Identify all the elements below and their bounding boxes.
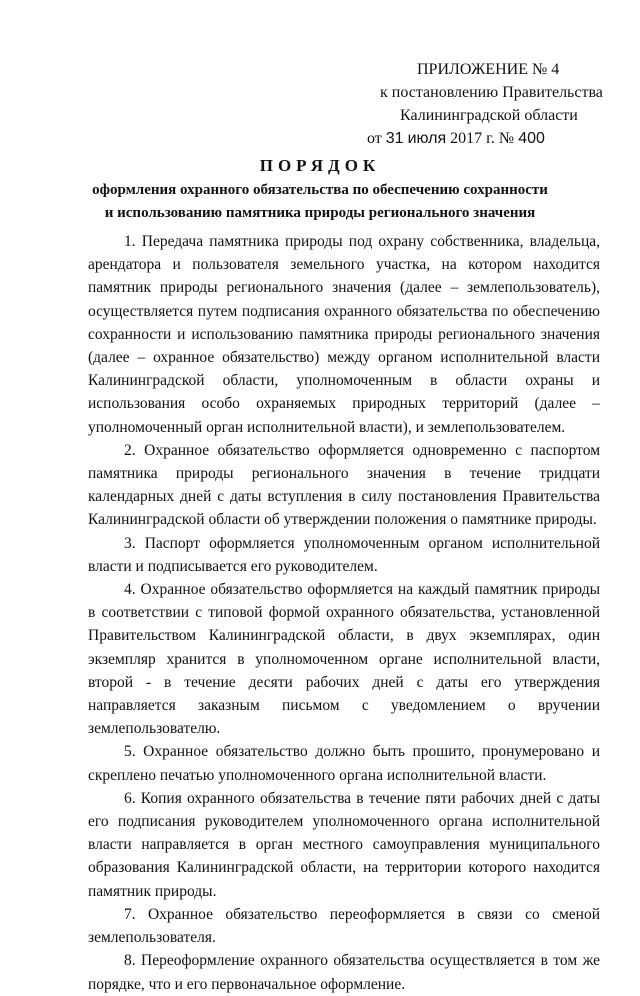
title-block [40,155,600,223]
paragraph-5: 5. Охранное обязательство должно быть прошито, пронумеровано и скреплено печатью уполномоченного органа исполнительной власти. [88,743,600,784]
paragraph-7: 7. Охранное обязательство переоформляется в связи со сменой землепользователя. [88,905,600,947]
date-year: 2017 г. № [450,130,515,147]
paragraph-2: 2. Охранное обязательство оформляется одновременно с паспортом памятника природы регионального значения в течение тридцати календарных дней с даты вступления в силу постановления Правительства Калининградской области об утверждении положения о памятнике природы. [88,441,600,529]
document-subtitle-line-1: оформления охранного обязательства по обеспечению сохранности [92,182,548,198]
appendix-number: ПРИЛОЖЕНИЕ № 4 [417,61,560,78]
appendix-date-line [360,127,620,150]
appendix-ref-line: к постановлению Правительства [380,84,603,101]
paragraph-1: 1. Передача памятника природы под охрану собственника, владельца, арендатора и пользователя земельного участка, на котором находится памятник природы регионального значения (далее – землепользователь), осуществляется путем подписания охранного обязательства по обеспечению сохранности и использованию памятника природы регионального значения (далее – охранное обязательство) между органом исполнительной власти Калининградской области, уполномоченным в области охраны и использования особо охраняемых природных территорий (далее – уполномоченный орган исполнительной власти), и землепользователем. [88,233,600,436]
appendix-region-line: Калининградской области [400,107,578,124]
date-prefix: от [367,130,382,147]
date-day: 31 [385,130,404,147]
paragraph-6: 6. Копия охранного обязательства в течение пяти рабочих дней с даты его подписания руководителем уполномоченного органа исполнительной власти направляется в орган местного самоуправления муниципального образования Калининградской области, на территории которого находится памятник природы. [88,789,600,900]
document-body [88,230,600,996]
paragraph-4: 4. Охранное обязательство оформляется на каждый памятник природы в соответствии с типовой формой охранного обязательства, установленной Правительством Калининградской области, в двух экземплярах, один экземпляр хранится в уполномоченном органе исполнительной власти, второй - в течение десяти рабочих дней с даты его утверждения направляется заказным письмом с уведомлением о вручении землепользователю. [88,581,600,738]
date-month: июля [407,130,447,147]
doc-number: 400 [518,130,545,147]
paragraph-8: 8. Переоформление охранного обязательства осуществляется в том же порядке, что и его первоначальное оформление. [88,952,600,993]
document-title: ПОРЯДОК [259,156,381,175]
document-subtitle-line-2: и использованию памятника природы регионального значения [104,205,536,221]
paragraph-3: 3. Паспорт оформляется уполномоченным органом исполнительной власти и подписывается его руководителем. [88,534,600,575]
appendix-header [360,58,620,150]
